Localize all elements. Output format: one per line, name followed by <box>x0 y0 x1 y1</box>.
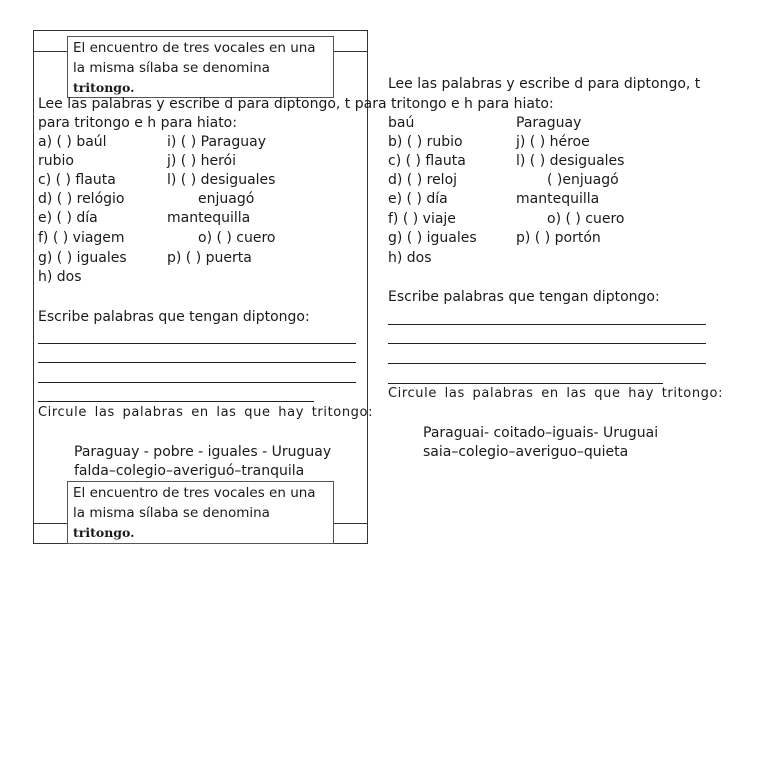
left-item: a) ( ) baúl <box>38 134 107 150</box>
left-instruction-line-2: para tritongo e h para hiato: <box>38 115 237 131</box>
right-item: o) ( ) cuero <box>547 211 625 227</box>
right-item: d) ( ) reloj <box>388 172 458 188</box>
right-item: l) ( ) desiguales <box>516 153 625 169</box>
left-item: h) dos <box>38 269 82 285</box>
right-item: p) ( ) portón <box>516 230 601 246</box>
left-item: f) ( ) viagem <box>38 230 125 246</box>
right-item: h) dos <box>388 250 432 266</box>
left-answer-line[interactable] <box>38 382 356 383</box>
note-line-2: la misma sílaba se denomina <box>73 505 270 521</box>
right-write-title: Escribe palabras que tengan diptongo: <box>388 289 660 305</box>
right-answer-line[interactable] <box>388 343 706 344</box>
right-item: f) ( ) viaje <box>388 211 456 227</box>
tritongo-note-top <box>67 36 334 98</box>
right-item: b) ( ) rubio <box>388 134 463 150</box>
left-item: l) ( ) desiguales <box>167 172 276 188</box>
right-item: baú <box>388 115 415 131</box>
right-item: Paraguay <box>516 115 582 131</box>
right-item: c) ( ) flauta <box>388 153 466 169</box>
left-answer-line[interactable] <box>38 362 356 363</box>
left-item: c) ( ) flauta <box>38 172 116 188</box>
note-line-1: El encuentro de tres vocales en una <box>73 485 316 501</box>
left-item: enjuagó <box>198 191 255 207</box>
left-write-title: Escribe palabras que tengan diptongo: <box>38 309 310 325</box>
right-answer-line[interactable] <box>388 363 706 364</box>
right-item: ( )enjuagó <box>547 172 619 188</box>
left-item: mantequilla <box>167 210 251 226</box>
left-item: g) ( ) iguales <box>38 250 127 266</box>
tritongo-note-bottom <box>67 481 334 544</box>
left-item: rubio <box>38 153 74 169</box>
right-instruction: Lee las palabras y escribe d para diptongo, t <box>388 76 701 92</box>
left-instruction-line-1: Lee las palabras y escribe d para diptongo, t para tritongo e h para hiato: <box>38 96 554 112</box>
left-answer-line[interactable] <box>38 343 356 344</box>
right-circle-title: Circule las palabras en las que hay tritongo: <box>388 386 724 401</box>
left-answer-line[interactable] <box>38 401 314 402</box>
left-words-line-1: Paraguay - pobre - iguales - Uruguay <box>74 444 332 460</box>
note-term: tritongo. <box>73 80 135 95</box>
left-item: o) ( ) cuero <box>198 230 276 246</box>
left-item: e) ( ) día <box>38 210 98 226</box>
right-item: j) ( ) héroe <box>516 134 590 150</box>
left-item: i) ( ) Paraguay <box>167 134 266 150</box>
right-words-line-1: Paraguai- coitado–iguais- Uruguai <box>423 425 659 441</box>
left-circle-title: Circule las palabras en las que hay tritongo: <box>38 405 374 420</box>
right-answer-line[interactable] <box>388 324 706 325</box>
left-item: j) ( ) herói <box>167 153 237 169</box>
note-term: tritongo. <box>73 525 135 540</box>
right-item: g) ( ) iguales <box>388 230 477 246</box>
right-item: e) ( ) día <box>388 191 448 207</box>
right-item: mantequilla <box>516 191 600 207</box>
note-line-2: la misma sílaba se denomina <box>73 60 270 76</box>
right-words-line-2: saia–colegio–averiguo–quieta <box>423 444 629 460</box>
note-line-1: El encuentro de tres vocales en una <box>73 40 316 56</box>
left-item: p) ( ) puerta <box>167 250 252 266</box>
left-words-line-2: falda–colegio–averiguó–tranquila <box>74 463 305 479</box>
left-item: d) ( ) relógio <box>38 191 125 207</box>
